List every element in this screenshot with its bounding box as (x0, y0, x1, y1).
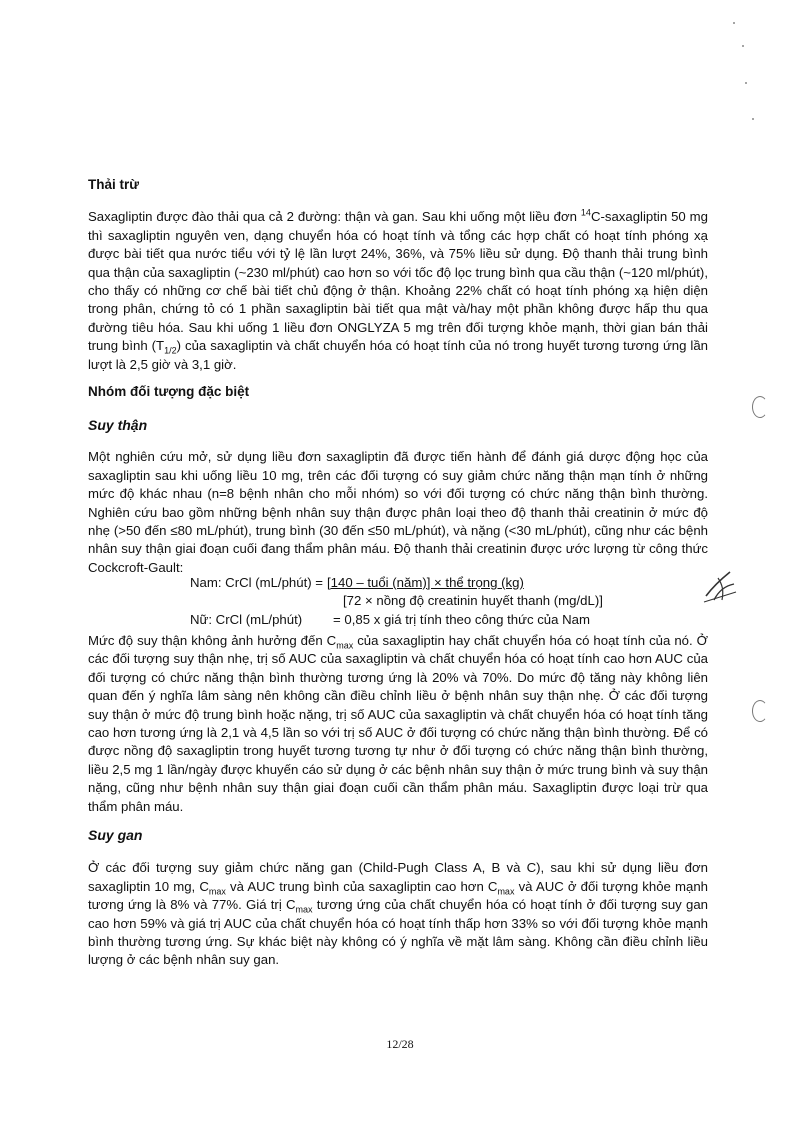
scan-speck (742, 45, 744, 47)
subscript-max: max (497, 886, 515, 897)
text-run: ) của saxagliptin và chất chuyển hóa có hoạt tính của nó trong huyết tương tương ứng lần lượt là 2,5 giờ và 3,1 giờ. (88, 338, 709, 372)
section-renal (88, 416, 708, 577)
paragraph-renal-1: Một nghiên cứu mở, sử dụng liều đơn saxagliptin đã được tiến hành để đánh giá dược động học của saxagliptin sau khi uống liều 10 mg, trên các đối tượng có suy giảm chức năng thận mạn tính ở những mức độ khác nhau (n=8 bệnh nhân cho mỗi nhóm) so với đối tượng có chức năng thận bình thường. Nghiên cứu bao gồm những bệnh nhân suy thận được phân loại theo độ thanh thải creatinin ở mức độ nhẹ (>50 đến ≤80 mL/phút), trung bình (30 đến ≤50 mL/phút), và nặng (<30 mL/phút), cũng như các bệnh nhân suy thận giai đoạn cuối đang thẩm phân máu. Độ thanh thải creatinin được ước lượng từ công thức Cockcroft-Gault: (88, 449, 708, 575)
cockcroft-gault-formula (190, 574, 650, 629)
handwritten-mark-icon (700, 566, 740, 608)
formula-female-label: Nữ: CrCl (mL/phút) (190, 611, 303, 627)
binder-hole-icon (752, 396, 768, 418)
text-run: và AUC ở đối tượng khỏe mạnh tương ứng là 8% và 77%. Giá trị C (88, 878, 708, 913)
paragraph-hepatic (88, 859, 708, 969)
text-run: tương ứng của chất chuyển hóa có hoạt tính ở đối tượng suy gan cao hơn 59% và giá trị AUC của chất chuyển hóa có hoạt tính thấp hơn 33% so với đối tượng khỏe mạnh bình thường tương ứng. Sự khác biệt này không có ý nghĩa về mặt lâm sàng. Không cần điều chỉnh liều lượng ở các bệnh nhân suy gan. (88, 897, 708, 968)
formula-male-row (190, 574, 650, 592)
formula-female-value: = 0,85 x giá trị tính theo công thức của Nam (333, 611, 590, 627)
heading-hepatic: Suy gan (88, 827, 143, 843)
text-run: và AUC trung bình của saxagliptin cao hơn C (225, 878, 498, 894)
paragraph-renal-2 (88, 632, 708, 816)
heading-elimination: Thải trừ (88, 177, 140, 192)
superscript-isotope: 14 (580, 208, 591, 219)
text-run: Mức độ suy thận không ảnh hưởng đến C (88, 633, 337, 648)
formula-female-row (190, 611, 650, 629)
scan-speck (745, 82, 747, 84)
section-elimination (88, 176, 708, 374)
subscript-max: max (208, 886, 226, 897)
formula-male-numerator: [140 – tuổi (năm)] × thể trọng (kg) (327, 575, 524, 590)
subscript-half-life: 1/2 (164, 345, 177, 356)
subscript-max: max (295, 904, 313, 915)
paragraph-elimination (88, 208, 708, 374)
section-hepatic (88, 826, 708, 970)
text-run: Ở các đối tượng suy giảm chức năng gan (Child-Pugh Class A, B và C), sau khi sử dụng liều đơn saxagliptin 10 mg, C (88, 860, 708, 894)
subscript-max: max (336, 640, 354, 651)
formula-male-label: Nam: CrCl (mL/phút) = (190, 575, 324, 590)
scan-speck (752, 118, 754, 120)
text-run: C-saxagliptin 50 mg thì saxagliptin nguyên ven, dạng chuyển hóa có hoạt tính và tổng các hợp chất có hoạt tính phóng xạ được bài tiết qua nước tiểu với tỷ lệ lần lượt 24%, 36%, và 75% liều sử dụng. Độ thanh thải trung bình qua thận của saxagliptin (~230 ml/phút) cao hơn so với tốc độ lọc trung bình qua cầu thận (~120 ml/phút), cho thấy có những cơ chế bài tiết chủ động ở thận. Khoảng 22% chất có hoạt tính phóng xạ hiện diện trong phân, chứng tỏ có 1 phần saxagliptin bài tiết qua mật và/hay một phần không được hấp thu qua đường tiêu hóa. Sau khi uống 1 liều đơn ONGLYZA 5 mg trên đối tượng khỏe mạnh, thời gian bán thải trung bình (T (88, 209, 708, 354)
text-run: của saxagliptin hay chất chuyển hóa có hoạt tính của nó. Ở các đối tượng suy thận nhẹ, trị số AUC của saxagliptin và chất chuyển hóa có hoạt tính cao hơn AUC của đối tượng có chức năng thận bình thường tương ứng là 20% và 70%. Do mức độ tăng này không liên quan đến ý nghĩa lâm sàng nên không cần điều chỉnh liều ở bệnh nhân suy thận nhẹ. Ở các đối tượng suy thận ở mức độ trung bình hoặc nặng, trị số AUC của saxagliptin và chất chuyển hóa có hoạt tính tăng cao hơn tương ứng là 2,1 và 4,5 lần so với trị số AUC ở đối tượng có chức năng thận bình thường. Để có được nồng độ saxagliptin trong huyết tương tương tự như ở đối tượng có chức năng thận bình thường, liều 2,5 mg 1 lần/ngày được khuyến cáo sử dụng ở các bệnh nhân suy thận ở mức trung bình và suy thận nặng, cũng như bệnh nhân suy thận giai đoạn cuối cần thẩm phân máu. Saxagliptin được loại trừ qua thẩm phân máu. (88, 633, 708, 814)
section-renal-continued (88, 632, 708, 816)
heading-special-populations: Nhóm đối tượng đặc biệt (88, 384, 250, 399)
formula-male-denominator: [72 × nồng độ creatinin huyết thanh (mg/dL)] (343, 593, 603, 609)
text-run: Saxagliptin được đào thải qua cả 2 đường: thận và gan. Sau khi uống một liều đơn (88, 209, 581, 225)
heading-renal: Suy thận (88, 417, 148, 433)
page-number: 12/28 (386, 1037, 414, 1051)
formula-denominator-row (190, 592, 650, 610)
section-special-populations (88, 383, 708, 401)
binder-hole-icon (752, 700, 768, 722)
scan-speck (733, 22, 735, 24)
